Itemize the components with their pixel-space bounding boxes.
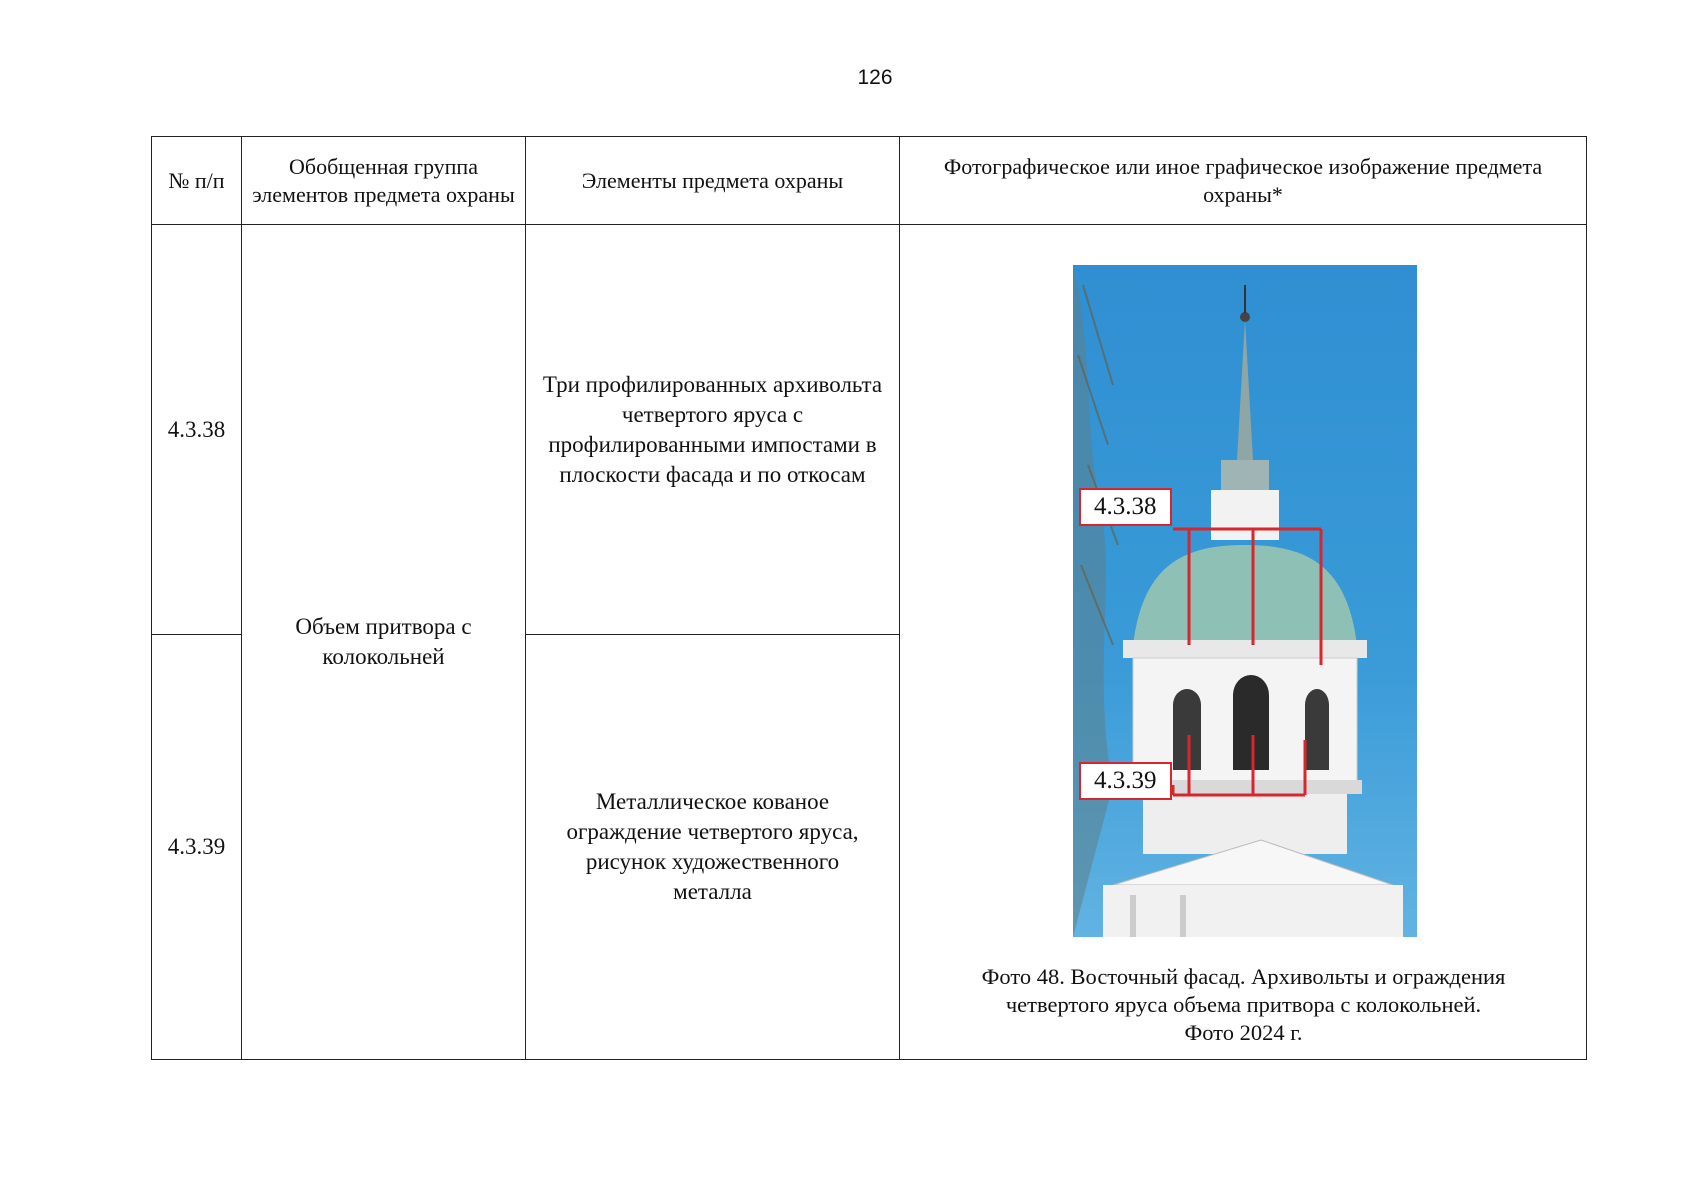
caption-line-3: Фото 2024 г.	[1184, 1020, 1303, 1045]
callout-4-3-39: 4.3.39	[1079, 762, 1172, 800]
bell-tower-photo	[1073, 265, 1417, 937]
element-text: Металлическое кованое ограждение четвертого яруса, рисунок художественного металла	[566, 789, 859, 905]
caption-line-2: четвертого яруса объема притвора с колокольней.	[1005, 992, 1482, 1017]
header-image: Фотографическое или иное графическое изображение предмета охраны*	[900, 137, 1587, 225]
callout-4-3-38: 4.3.38	[1079, 488, 1172, 526]
header-elements: Элементы предмета охраны	[526, 137, 900, 225]
photo-caption	[900, 963, 1587, 1047]
group-cell	[242, 225, 526, 1060]
element-text: Три профилированных архивольта четвертого яруса с профилированными импостами в плоскости фасада и по откосам	[542, 371, 883, 487]
element-description	[526, 225, 900, 635]
caption-line-1: Фото 48. Восточный фасад. Архивольты и ограждения	[981, 964, 1506, 989]
row-number: 4.3.39	[152, 635, 242, 1060]
bell-tower-image	[1073, 265, 1417, 937]
photo-figure	[900, 225, 1587, 1059]
table-row	[152, 225, 1587, 635]
group-label: Объем притвора с колокольней	[295, 614, 472, 669]
header-number: № п/п	[152, 137, 242, 225]
page-number: 126	[857, 66, 893, 89]
table-header-row	[152, 137, 1587, 225]
heritage-elements-table	[151, 136, 1587, 1060]
row-number: 4.3.38	[152, 225, 242, 635]
header-group: Обобщенная группа элементов предмета охраны	[242, 137, 526, 225]
element-description	[526, 635, 900, 1060]
photo-cell	[900, 225, 1587, 1060]
